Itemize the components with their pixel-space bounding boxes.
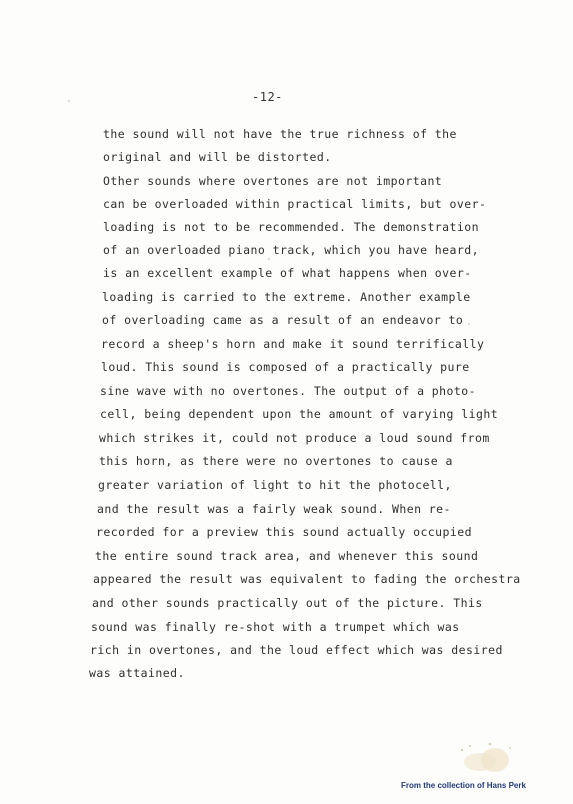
text-line: is an excellent example of what happens when over-: [103, 266, 472, 280]
text-line: sine wave with no overtones. The output of a photo-: [100, 384, 477, 398]
text-line: which strikes it, could not produce a loud sound from: [99, 431, 490, 445]
text-line: sound was finally re-shot with a trumpet which was: [91, 620, 460, 634]
text-line: record a sheep's horn and make it sound terrifically: [101, 337, 485, 351]
text-line: the entire sound track area, and whenever this sound: [95, 549, 479, 563]
text-line: and other sounds practically out of the picture. This: [92, 596, 483, 610]
text-line: the sound will not have the true richness of the: [103, 127, 457, 141]
collection-note: From the collection of Hans Perk: [401, 781, 526, 790]
text-line: rich in overtones, and the loud effect which was desired: [90, 643, 503, 657]
page-number: -12-: [252, 90, 283, 104]
paper-speck: [468, 323, 470, 325]
text-line: greater variation of light to hit the photocell,: [98, 478, 452, 492]
text-line: loading is not to be recommended. The demonstration: [103, 220, 480, 234]
text-line: was attained.: [89, 666, 185, 680]
text-line: original and will be distorted.: [103, 150, 332, 164]
text-line: appeared the result was equivalent to fading the orchestra: [93, 572, 521, 586]
text-line: of overloading came as a result of an endeavor to: [102, 313, 464, 327]
text-line: Other sounds where overtones are not important: [103, 174, 443, 188]
text-line: loading is carried to the extreme. Another example: [102, 290, 471, 304]
text-line: and the result was a fairly weak sound. When re-: [97, 502, 451, 516]
text-line: recorded for a preview this sound actually occupied: [96, 525, 473, 539]
text-line: cell, being dependent upon the amount of varying light: [100, 407, 499, 421]
text-line: of an overloaded piano track, which you have heard,: [103, 243, 480, 257]
text-line: loud. This sound is composed of a practically pure: [101, 360, 470, 374]
paper-speck: [268, 258, 270, 260]
text-line: can be overloaded within practical limits, but over-: [103, 197, 487, 211]
paper-speck: [68, 100, 70, 102]
text-line: this horn, as there were no overtones to cause a: [99, 454, 453, 468]
collection-stamp-mark: [450, 740, 530, 785]
